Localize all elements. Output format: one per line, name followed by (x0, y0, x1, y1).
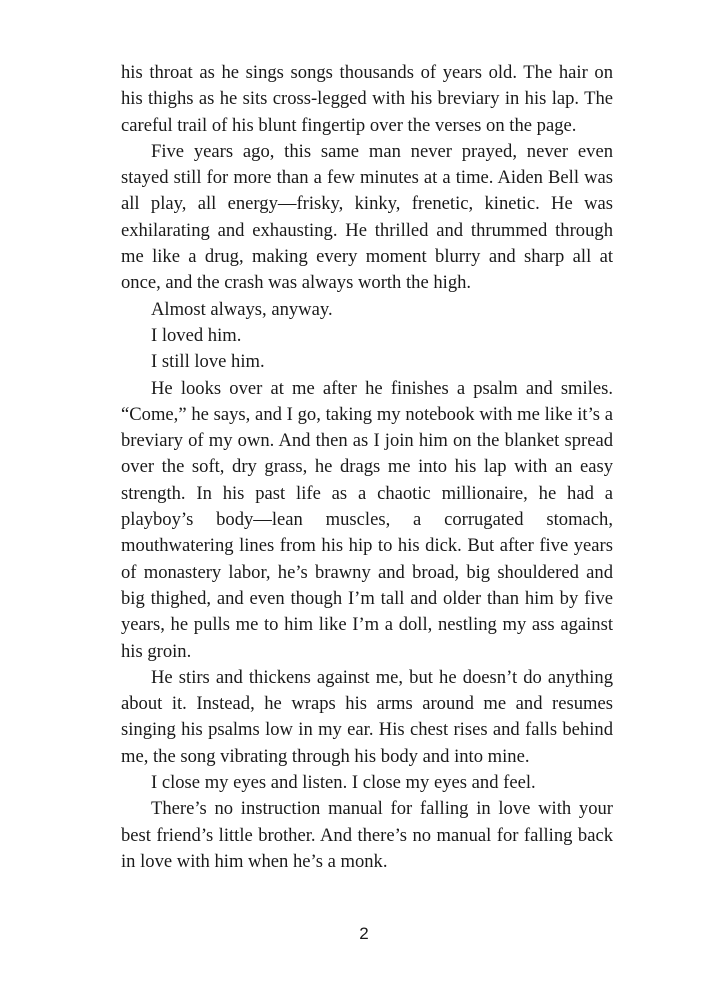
paragraph: I loved him. (151, 324, 242, 346)
page-number: 2 (359, 924, 369, 943)
paragraph: Almost always, anyway. (151, 298, 333, 320)
paragraph: He looks over at me after he finishes a psalm and smiles. “Come,” he says, and I go, taking my notebook with me like it’s a breviary of my own. And then as I join him on the blanket spread over the soft, dry grass, he drags me into his lap with an easy strength. In his past life as a chaotic millionaire, he had a playboy’s body—lean muscles, a corrugated stomach, mouthwatering lines from his hip to his dick. But after five years of monastery labor, he’s brawny and broad, big shouldered and big thighed, and even though I’m tall and older than him by five years, he pulls me to him like I’m a doll, nestling my ass against his groin. (121, 377, 613, 662)
paragraph: Five years ago, this same man never prayed, never even stayed still for more than a few minutes at a time. Aiden Bell was all play, all energy—frisky, kinky, frenetic, kinetic. He was exhilarating and exhausting. He thrilled and thrummed through me like a drug, making every moment blurry and sharp all at once, and the crash was always worth the high. (121, 140, 613, 294)
paragraph-continuation: his throat as he sings songs thousands of years old. The hair on his thighs as he sits cross-legged with his breviary in his lap. The careful trail of his blunt fingertip over the verses on the page. (121, 62, 613, 136)
body-text (121, 60, 613, 875)
paragraph: I still love him. (151, 351, 265, 373)
paragraph: He stirs and thickens against me, but he doesn’t do anything about it. Instead, he wraps his arms around me and resumes singing his psalms low in my ear. His chest rises and falls behind me, the song vibrating through his body and into mine. (121, 666, 613, 767)
paragraph: I close my eyes and listen. I close my eyes and feel. (151, 772, 536, 794)
paragraph: There’s no instruction manual for falling in love with your best friend’s little brother. And there’s no manual for falling back in love with him when he’s a monk. (121, 798, 613, 872)
